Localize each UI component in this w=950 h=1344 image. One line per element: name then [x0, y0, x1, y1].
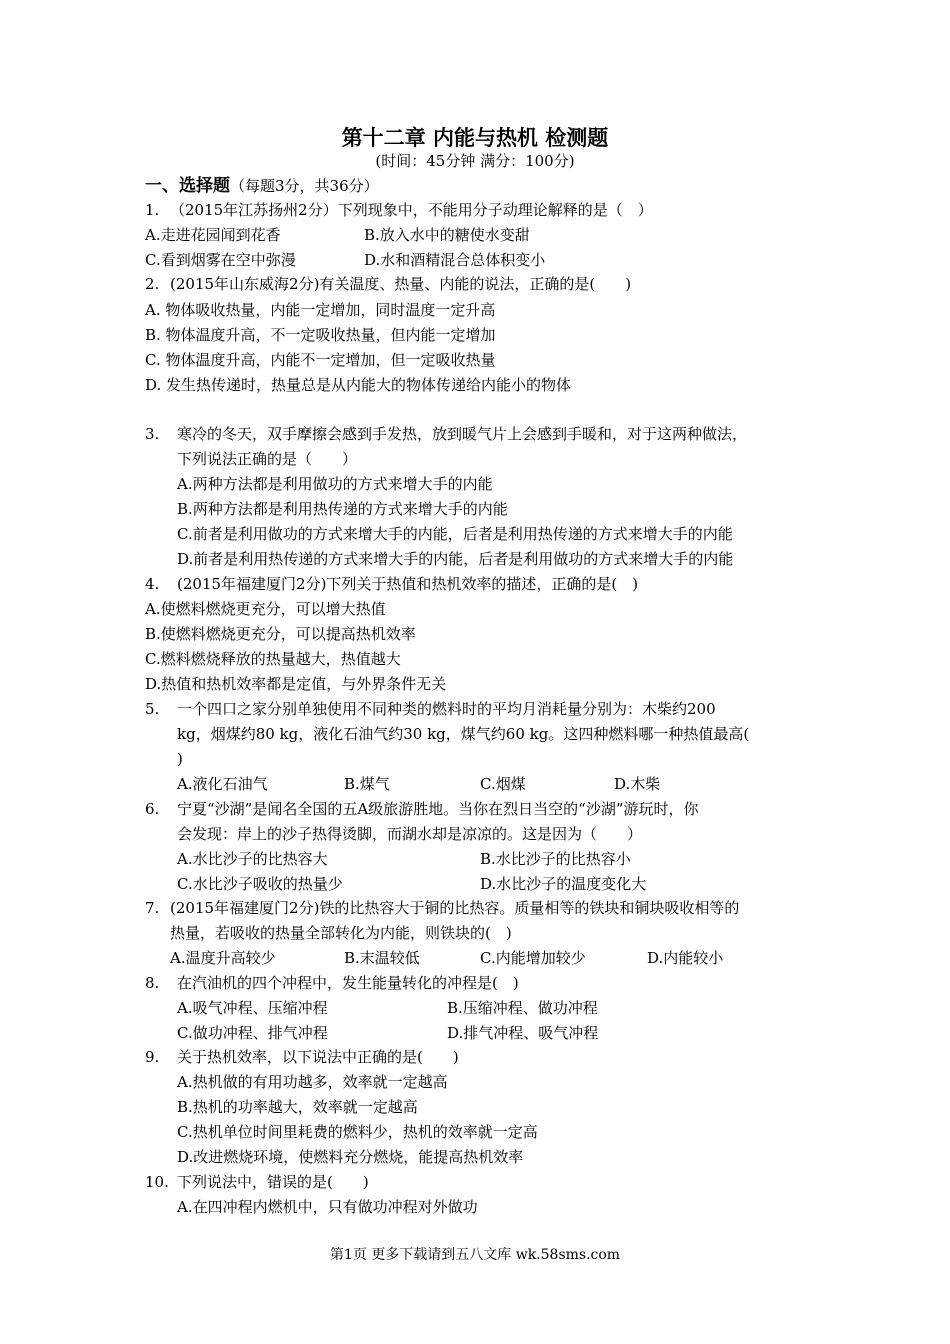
question-6-stem-line-1: 宁夏“沙湖”是闻名全国的五A级旅游胜地。当你在烈日当空的“沙湖”游玩时，你 [177, 800, 699, 818]
question-4-option-a: A.使燃料燃烧更充分，可以增大热值 [145, 600, 386, 618]
question-3-option-d: D.前者是利用热传递的方式来增大手的内能，后者是利用做功的方式来增大手的内能 [177, 550, 734, 568]
question-2-number: 2. [145, 275, 160, 293]
question-6-option-d: D.水比沙子的温度变化大 [480, 875, 647, 893]
question-9-stem: 关于热机效率，以下说法中正确的是( ) [177, 1048, 459, 1066]
question-5-option-c: C.烟煤 [480, 775, 526, 793]
question-5-number: 5. [145, 700, 160, 718]
question-8-stem: 在汽油机的四个冲程中，发生能量转化的冲程是( ) [177, 974, 519, 992]
page-footer: 第1页 更多下载请到五八文库 wk.58sms.com [329, 1247, 621, 1263]
question-10-option-a: A.在四冲程内燃机中，只有做功冲程对外做功 [177, 1198, 478, 1216]
question-1-number: 1. [145, 201, 160, 219]
question-3-option-b: B.两种方法都是利用热传递的方式来增大手的内能 [177, 500, 508, 518]
question-5-option-a: A.液化石油气 [177, 775, 268, 793]
question-7-stem-line-2: 热量，若吸收的热量全部转化为内能，则铁块的( ) [170, 924, 512, 942]
question-1-option-c: C.看到烟雾在空中弥漫 [145, 251, 296, 269]
question-6-stem-line-2: 会发现：岸上的沙子热得烫脚，而湖水却是凉凉的。这是因为（ ） [177, 825, 643, 843]
question-8-option-a: A.吸气冲程、压缩冲程 [177, 999, 328, 1017]
question-3-stem-line-1: 寒冷的冬天，双手摩擦会感到手发热，放到暖气片上会感到手暖和，对于这两种做法， [177, 425, 748, 443]
question-7-option-b: B.末温较低 [344, 949, 420, 967]
question-7-number: 7. [145, 899, 160, 917]
question-1-option-d: D.水和酒精混合总体积变小 [364, 251, 546, 269]
question-9-option-a: A.热机做的有用功越多，效率就一定越高 [177, 1073, 448, 1091]
question-1-option-b: B.放入水中的糖使水变甜 [364, 226, 530, 244]
question-4-option-c: C.燃料燃烧释放的热量越大，热值越大 [145, 650, 401, 668]
question-2-stem: (2015年山东威海2分)有关温度、热量、内能的说法，正确的是( ) [170, 275, 632, 293]
section-title: 一、选择题 [145, 176, 230, 196]
question-4-stem: (2015年福建厦门2分)下列关于热值和热机效率的描述，正确的是( ) [177, 575, 639, 593]
question-4-option-b: B.使燃料燃烧更充分，可以提高热机效率 [145, 625, 416, 643]
question-5-option-d: D.木柴 [614, 775, 661, 793]
question-6-number: 6. [145, 800, 160, 818]
question-3-stem-line-2: 下列说法正确的是（ ） [177, 450, 358, 468]
question-2-option-c: C. 物体温度升高，内能不一定增加，但一定吸收热量 [145, 351, 496, 369]
question-7-option-d: D.内能较小 [647, 949, 724, 967]
question-3-option-c: C.前者是利用做功的方式来增大手的内能，后者是利用热传递的方式来增大手的内能 [177, 525, 733, 543]
question-8-number: 8. [145, 974, 160, 992]
question-2-option-a: A. 物体吸收热量，内能一定增加，同时温度一定升高 [145, 301, 496, 319]
question-4-option-d: D.热值和热机效率都是定值，与外界条件无关 [145, 675, 447, 693]
question-5-option-b: B.煤气 [344, 775, 390, 793]
question-9-option-d: D.改进燃烧环境，使燃料充分燃烧，能提高热机效率 [177, 1148, 524, 1166]
question-6-option-a: A.水比沙子的比热容大 [177, 850, 328, 868]
page-title: 第十二章 内能与热机 检测题 [341, 125, 609, 150]
question-2-option-d: D. 发生热传递时，热量总是从内能大的物体传递给内能小的物体 [145, 376, 572, 394]
section-heading [145, 175, 379, 197]
question-1-stem: （2015年江苏扬州2分）下列现象中，不能用分子动理论解释的是（ ） [170, 201, 653, 219]
question-2-option-b: B. 物体温度升高，不一定吸收热量，但内能一定增加 [145, 326, 496, 344]
question-6-option-c: C.水比沙子吸收的热量少 [177, 875, 343, 893]
question-3-number: 3. [145, 425, 160, 443]
question-9-option-b: B.热机的功率越大，效率就一定越高 [177, 1098, 418, 1116]
question-8-option-c: C.做功冲程、排气冲程 [177, 1024, 328, 1042]
question-3-option-a: A.两种方法都是利用做功的方式来增大手的内能 [177, 475, 493, 493]
question-7-option-c: C.内能增加较少 [480, 949, 586, 967]
section-note: （每题3分，共36分） [230, 177, 379, 195]
question-1-option-a: A.走进花园闻到花香 [145, 226, 281, 244]
question-6-option-b: B.水比沙子的比热容小 [480, 850, 631, 868]
question-9-option-c: C.热机单位时间里耗费的燃料少，热机的效率就一定高 [177, 1123, 538, 1141]
question-5-stem-line-2: kg，烟煤约80 kg，液化石油气约30 kg，煤气约60 kg。这四种燃料哪一种热值最高( [177, 725, 750, 743]
question-9-number: 9. [145, 1048, 160, 1066]
question-8-option-d: D.排气冲程、吸气冲程 [447, 1024, 599, 1042]
question-7-option-a: A.温度升高较少 [170, 949, 276, 967]
page-subtitle: (时间：45分钟 满分：100分) [375, 152, 575, 170]
question-7-stem-line-1: (2015年福建厦门2分)铁的比热容大于铜的比热容。质量相等的铁块和铜块吸收相等的 [170, 899, 740, 917]
question-4-number: 4. [145, 575, 160, 593]
question-5-stem-line-3: ) [177, 750, 183, 768]
question-10-number: 10. [145, 1173, 169, 1191]
question-10-stem: 下列说法中，错误的是( ) [177, 1173, 369, 1191]
question-8-option-b: B.压缩冲程、做功冲程 [447, 999, 598, 1017]
question-5-stem-line-1: 一个四口之家分别单独使用不同种类的燃料时的平均月消耗量分别为：木柴约200 [177, 700, 716, 718]
